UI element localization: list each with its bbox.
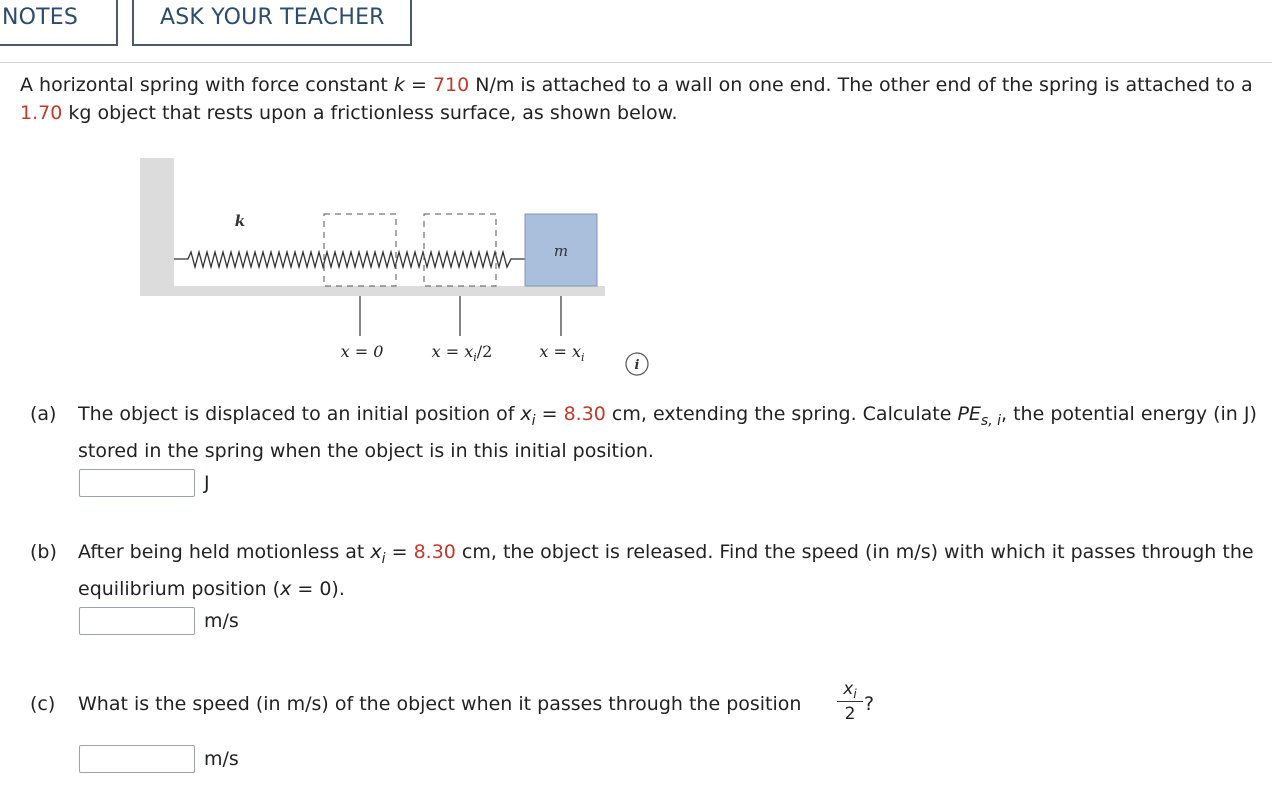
label-xi: $x = x_i$ [539,342,585,364]
x-symbol: x [520,403,532,425]
displacement-value: 8.30 [413,541,456,563]
divider [0,62,1272,63]
spring-constant-label: k [234,212,246,230]
part-a-label: (a) [30,403,57,425]
mass-label: m [553,242,569,260]
fraction-numerator [835,678,865,700]
pe-symbol: PE [957,403,981,425]
part-a-text: cm, extending the spring. Calculate [605,403,958,425]
x-symbol: x [280,578,292,600]
equals: = [535,403,564,425]
part-a-text: The object is displaced to an initial position of [78,403,521,425]
problem-text: A horizontal spring with force constant [20,74,394,96]
equals: = [385,541,414,563]
notes-tab-label: NOTES [2,5,79,30]
x-symbol: x [843,679,854,699]
fraction-bar [837,701,863,702]
part-a-unit: J [204,472,210,494]
problem-statement [20,71,1260,127]
part-b-question [78,537,1268,604]
part-c-answer-input[interactable] [79,745,195,773]
fraction-denominator: 2 [844,704,856,724]
k-symbol: k [393,74,405,96]
label-x0: x = 0 [340,342,384,361]
ghost-position-equilibrium [324,214,396,286]
part-b-label: (b) [30,541,57,563]
floor [140,286,605,296]
equals: = [404,74,433,96]
ghost-position-half [424,214,496,286]
part-b-text: = 0). [291,578,345,600]
ask-your-teacher-tab[interactable] [132,0,412,46]
my-notes-tab[interactable] [0,0,118,46]
top-tab-bar [0,0,1272,48]
part-b-answer-input[interactable] [79,607,195,635]
problem-text: kg object that rests upon a frictionless surface, as shown below. [62,102,678,124]
part-c-text: What is the speed (in m/s) of the object when it passes through the position [78,693,802,715]
wall [140,158,174,288]
part-c-question [78,689,1268,719]
x-symbol: x [370,541,382,563]
spring [174,252,525,267]
x-subscript: i [853,687,857,701]
displacement-value: 8.30 [563,403,606,425]
xi-over-2-fraction [835,678,865,725]
part-a-question [78,399,1268,466]
part-b-text: After being held motionless at [78,541,371,563]
info-icon[interactable] [626,353,648,375]
mass-value: 1.70 [20,102,63,124]
problem-text: N/m is attached to a wall on one end. The other end of the spring is attached to a [469,74,1253,96]
svg-text:i: i [634,358,640,373]
spring-mass-diagram [140,156,660,381]
part-c-unit: m/s [204,748,239,770]
part-b-unit: m/s [204,610,239,632]
part-a-text: , the potential energy (in J) stored in the spring when the object is in this initial position. [78,403,1257,462]
part-c-label: (c) [30,693,56,715]
pe-subscript: s, i [980,413,1002,429]
question-mark: ? [864,693,875,715]
part-a-answer-input[interactable] [79,469,195,497]
label-xhalf: $x = x_i/2$ [431,342,493,364]
x-subscript: i [381,551,386,567]
ask-teacher-tab-label: ASK YOUR TEACHER [160,5,385,30]
x-subscript: i [531,413,536,429]
k-value: 710 [432,74,470,96]
part-b-text: cm, the object is released. Find the speed (in m/s) with which it passes through the equilibrium position ( [78,541,1254,600]
